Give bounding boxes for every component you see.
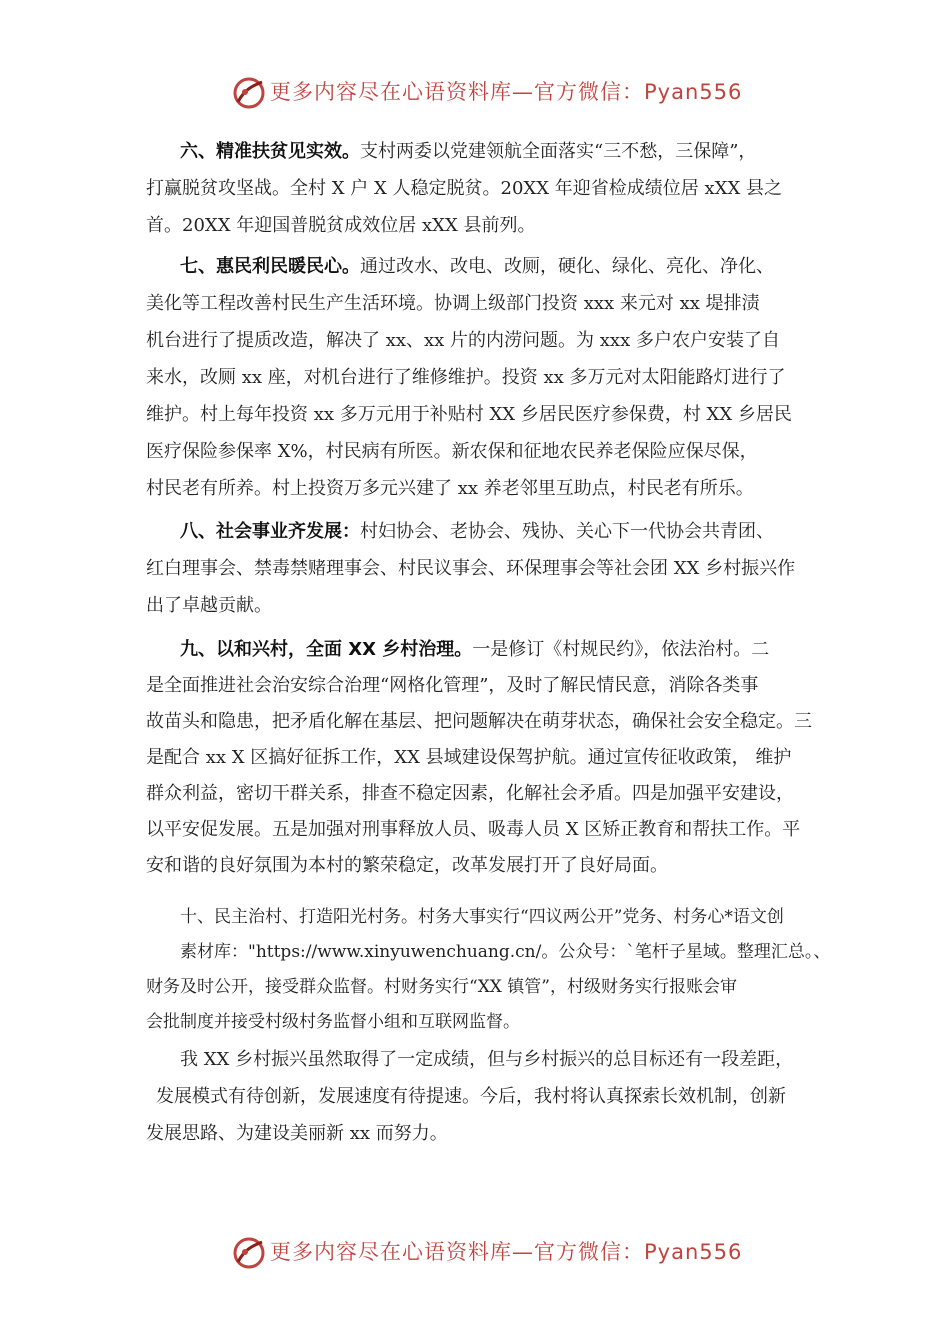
paragraph-line: 会批制度并接受村级村务监督小组和互联网监督。 bbox=[146, 1012, 520, 1032]
paragraph-line: 维护。村上每年投资 xx 多万元用于补贴村 XX 乡居民医疗参保费，村 XX 乡居民 bbox=[146, 404, 792, 425]
footer-watermark-banner bbox=[0, 1232, 950, 1272]
section-heading: 七、惠民利民暖民心。 bbox=[180, 256, 360, 277]
paragraph-line: 出了卓越贡献。 bbox=[146, 595, 272, 616]
paragraph-line: 群众利益，密切干群关系，排查不稳定因素，化解社会矛盾。四是加强平安建设， bbox=[146, 783, 794, 804]
section-heading: 六、精准扶贫见实效。 bbox=[180, 141, 360, 162]
paragraph-line: 美化等工程改善村民生产生活环境。协调上级部门投资 xxx 来元对 xx 堤排渍 bbox=[146, 293, 760, 314]
paragraph-line: 机台进行了提质改造，解决了 xx、xx 片的内涝问题。为 xxx 多户农户安装了自 bbox=[146, 330, 780, 351]
header-watermark-banner bbox=[0, 72, 950, 112]
logo-brush-icon bbox=[232, 1236, 268, 1270]
paragraph-line: 打赢脱贫攻坚战。全村 X 户 X 人稳定脱贫。20XX 年迎省检成绩位居 xXX 县之 bbox=[146, 178, 782, 199]
paragraph-line: 十、民主治村、打造阳光村务。村务大事实行“四议两公开”党务、村务心*语文创 bbox=[180, 907, 784, 927]
banner-text: 更多内容尽在心语资料库—官方微信：Pyan556 bbox=[270, 1240, 743, 1264]
paragraph-line: 素材库："https://www.xinyuwenchuang.cn/。公众号：`笔杆子星域。整理汇总。、 bbox=[180, 942, 831, 962]
paragraph-line: 发展思路、为建设美丽新 xx 而努力。 bbox=[146, 1123, 448, 1144]
logo-brush-icon bbox=[232, 76, 268, 110]
paragraph-line: 安和谐的良好氛围为本村的繁荣稳定，改革发展打开了良好局面。 bbox=[146, 855, 668, 876]
section-heading: 八、社会事业齐发展： bbox=[180, 521, 360, 542]
paragraph-line: 医疗保险参保率 X%，村民病有所医。新农保和征地农民养老保险应保尽保， bbox=[146, 441, 758, 462]
paragraph-line: 红白理事会、禁毒禁赌理事会、村民议事会、环保理事会等社会团 XX 乡村振兴作 bbox=[146, 558, 796, 579]
paragraph-line: 是配合 xx X 区搞好征拆工作，XX 县域建设保驾护航。通过宣传征收政策， 维护 bbox=[146, 747, 792, 768]
paragraph-line: 是全面推进社会治安综合治理“网格化管理”，及时了解民情民意，消除各类事 bbox=[146, 675, 759, 696]
section-heading: 九、以和兴村，全面 XX 乡村治理。 bbox=[180, 639, 473, 660]
paragraph-line: 我 XX 乡村振兴虽然取得了一定成绩，但与乡村振兴的总目标还有一段差距， bbox=[180, 1049, 794, 1070]
paragraph-line: 首。20XX 年迎国普脱贫成效位居 xXX 县前列。 bbox=[146, 215, 536, 236]
paragraph-line: 村民老有所养。村上投资万多元兴建了 xx 养老邻里互助点，村民老有所乐。 bbox=[146, 478, 754, 499]
banner-text: 更多内容尽在心语资料库—官方微信：Pyan556 bbox=[270, 80, 743, 104]
paragraph-line: 来水，改厕 xx 座，对机台进行了维修维护。投资 xx 多万元对太阳能路灯进行了 bbox=[146, 367, 786, 388]
paragraph-line: 发展模式有待创新，发展速度有待提速。今后，我村将认真探索长效机制，创新 bbox=[156, 1086, 786, 1107]
paragraph-line: 财务及时公开，接受群众监督。村财务实行“XX 镇管”，村级财务实行报账会审 bbox=[146, 977, 737, 997]
paragraph-line: 故苗头和隐患，把矛盾化解在基层、把问题解决在萌芽状态，确保社会安全稳定。三 bbox=[146, 711, 812, 732]
paragraph-line: 以平安促发展。五是加强对刑事释放人员、吸毒人员 X 区矫正教育和帮扶工作。平 bbox=[146, 819, 801, 840]
